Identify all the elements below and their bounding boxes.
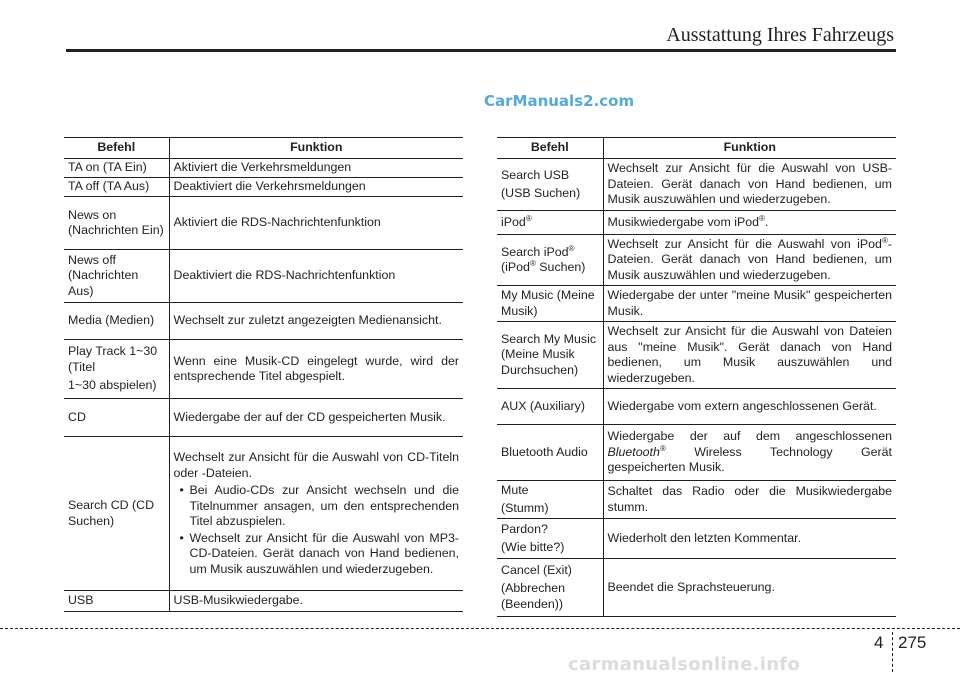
function-text: Wiedergabe der auf dem angeschlossenen [607,429,892,444]
table-row [497,322,896,389]
function-cell: Deaktiviert die RDS-Nachrichtenfunktion [169,250,463,303]
command-line: Mute [501,482,529,497]
function-text: Wireless Technology Gerät gespeicherten Musik. [607,444,892,475]
table-row [497,481,896,519]
column-header-befehl: Befehl [497,138,603,159]
command-cell: Search CD (CD Suchen) [64,437,169,591]
registered-mark: ® [568,243,575,253]
command-line: Play Track 1~30 (Titel [68,344,158,374]
page-chapter-number: 4 [874,633,884,652]
command-cell: News on (Nachrichten Ein) [64,197,169,250]
registered-mark: ® [529,258,536,268]
table-row [64,340,463,399]
command-line: Search USB [501,167,570,182]
table-row [64,399,463,437]
function-cell [169,437,463,591]
function-cell [603,211,896,235]
table-row [497,235,896,286]
table-row [64,591,463,612]
bullet-item: • Wechselt zur Ansicht für die Auswahl von MP3-CD-Dateien. Gerät danach von Hand bedienen, um Musik auszuwählen und wiederzugeben. [174,531,460,578]
command-line: Cancel (Exit) [501,562,572,577]
table-row [64,178,463,197]
command-text: (iPod [501,260,530,274]
function-text: Musikwiedergabe vom iPod [607,214,760,229]
command-cell: TA on (TA Ein) [64,159,169,178]
table-row [64,197,463,250]
command-cell: USB [64,591,169,612]
function-cell: Aktiviert die RDS-Nachrichtenfunktion [169,197,463,250]
command-cell: Media (Medien) [64,303,169,340]
table-header-row [64,138,463,159]
watermark-carmanuals2: CarManuals2.com [484,92,635,110]
function-cell: USB-Musikwiedergabe. [169,591,463,612]
footer-dashed-rule [0,628,960,629]
table-row [497,425,896,481]
watermark-carmanualsonline: carmanualsonline.info [568,654,801,675]
command-cell [497,519,603,559]
table-row [497,159,896,211]
function-cell [603,235,896,286]
table-row [497,286,896,322]
registered-mark: ® [525,213,532,223]
command-line [501,260,599,276]
table-row [64,159,463,178]
function-text: -Dateien. Gerät danach von Hand bedienen, um Musik auszuwählen und wiederzugeben. [607,236,892,282]
bluetooth-brand-text: Bluetooth [607,444,660,459]
voice-command-table-right [497,137,896,617]
command-line: (Wie bitte?) [501,540,565,554]
function-cell: Wiederholt den letzten Kommentar. [603,519,896,559]
function-cell: Beendet die Sprachsteuerung. [603,559,896,617]
function-bullet-list [174,483,460,577]
command-line: Pardon? [501,521,548,536]
command-text: Search iPod [501,244,569,259]
table-row [497,389,896,425]
table-row [497,519,896,559]
function-text: Wechselt zur Ansicht für die Auswahl von iPod [607,236,882,251]
command-cell: TA off (TA Aus) [64,178,169,197]
command-cell [497,481,603,519]
command-line: (Stumm) [501,501,549,515]
column-header-funktion: Funktion [603,138,896,159]
page-number-separator [892,632,893,672]
function-cell: Wechselt zur zuletzt angezeigten Medienansicht. [169,303,463,340]
function-cell: Wechselt zur Ansicht für die Auswahl von USB-Dateien. Gerät danach von Hand bedienen, um Musik auszuwählen und wiederzugeben. [603,159,896,211]
command-cell [497,235,603,286]
command-cell: News off (Nachrichten Aus) [64,250,169,303]
function-cell: Deaktiviert die Verkehrsmeldungen [169,178,463,197]
function-cell: Wiedergabe vom extern angeschlossenen Gerät. [603,389,896,425]
function-cell [603,425,896,481]
table-row [497,211,896,235]
function-cell: Schaltet das Radio oder die Musikwiedergabe stumm. [603,481,896,519]
command-cell [497,211,603,235]
command-cell: Search My Music (Meine Musik Durchsuchen) [497,322,603,389]
registered-mark: ® [881,235,888,245]
command-cell [497,559,603,617]
table-row [64,437,463,591]
function-cell: Wechselt zur Ansicht für die Auswahl von Dateien aus "meine Musik". Gerät danach von Hand bedienen, um Musik auszuwählen und wiederzugeben. [603,322,896,389]
table-header-row [497,138,896,159]
command-cell: CD [64,399,169,437]
function-intro: Wechselt zur Ansicht für die Auswahl von CD-Titeln oder -Dateien. [173,450,459,480]
command-line: (USB Suchen) [501,186,581,200]
table-row [64,303,463,340]
command-line: 1~30 abspielen) [68,378,157,393]
bullet-item: • Bei Audio-CDs zur Ansicht wechseln und die Titelnummer ansagen, um den entsprechenden Titel abzuspielen. [174,483,460,530]
command-cell: My Music (Meine Musik) [497,286,603,322]
function-cell: Wiedergabe der auf der CD gespeicherten Musik. [169,399,463,437]
column-header-befehl: Befehl [64,138,169,159]
function-cell: Wenn eine Musik-CD eingelegt wurde, wird der entsprechende Titel abgespielt. [169,340,463,399]
header-rule [66,49,896,52]
command-line [501,245,599,261]
page-header-title: Ausstattung Ihres Fahrzeugs [666,24,894,46]
voice-command-table-left [64,137,463,612]
command-cell: Bluetooth Audio [497,425,603,481]
command-cell [64,340,169,399]
column-header-funktion: Funktion [169,138,463,159]
function-text: . [764,214,769,229]
command-cell: AUX (Auxiliary) [497,389,603,425]
table-row [497,559,896,617]
registered-mark: ® [759,213,765,223]
command-text: Suchen) [535,260,586,274]
command-line: (Abbrechen (Beenden)) [501,581,566,611]
page-number: 275 [898,633,927,652]
function-cell: Aktiviert die Verkehrsmeldungen [169,159,463,178]
command-text: iPod [501,214,526,229]
registered-mark: ® [659,443,666,453]
function-cell: Wiedergabe der unter "meine Musik" gespeicherten Musik. [603,286,896,322]
table-row [64,250,463,303]
command-cell [497,159,603,211]
